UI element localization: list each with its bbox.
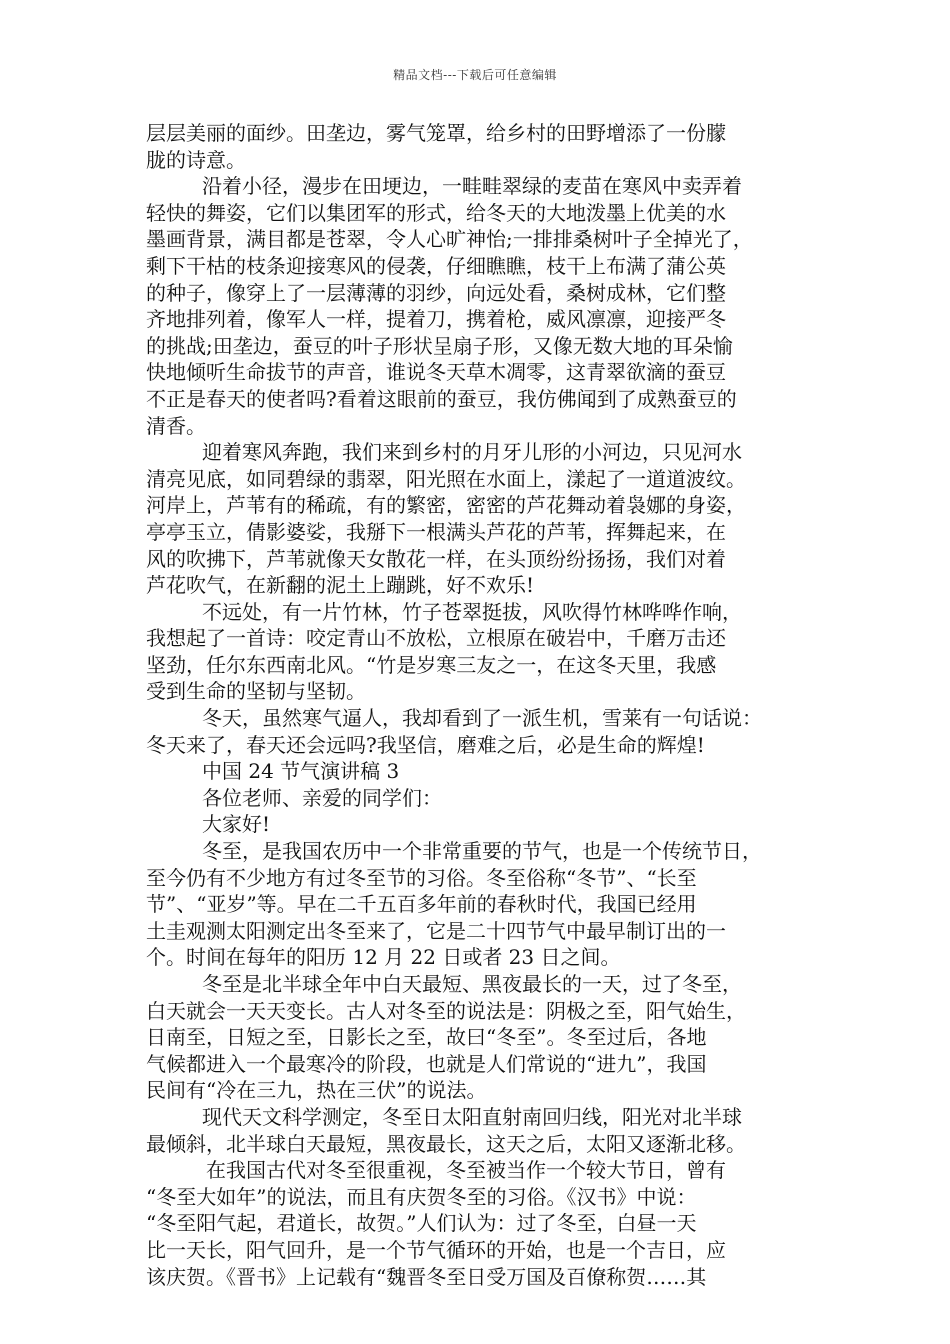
text-line: 墨画背景，满目都是苍翠，令人心旷神怡;一排排桑树叶子全掉光了， <box>146 227 753 252</box>
text-line: 轻快的舞姿，它们以集团军的形式，给冬天的大地泼墨上优美的水 <box>146 200 726 225</box>
text-line: 的挑战;田垄边，蚕豆的叶子形状呈扇子形，又像无数大地的耳朵愉 <box>146 333 733 358</box>
text-line: 胧的诗意。 <box>146 147 246 172</box>
text-line: 亭亭玉立，倩影婆娑，我掰下一根满头芦花的芦苇，挥舞起来，在 <box>146 519 726 544</box>
text-line: 冬至是北半球全年中白天最短、黑夜最长的一天，过了冬至， <box>202 972 742 996</box>
text-line: 民间有“冷在三九，热在三伏”的说法。 <box>146 1078 487 1103</box>
text-line: 的种子，像穿上了一层薄薄的羽纱，向远处看，桑树成林，它们整 <box>146 280 726 305</box>
text-line: 大家好! <box>202 812 271 837</box>
text-line: 个。时间在每年的阳历 12 月 22 日或者 23 日之间。 <box>146 945 621 970</box>
text-line: 比一天长，阳气回升，是一个节气循环的开始，也是一个吉日，应 <box>146 1237 726 1262</box>
text-line: 受到生命的坚韧与坚韧。 <box>146 679 366 704</box>
text-line: 清亮见底，如同碧绿的翡翠，阳光照在水面上，漾起了一道道波纹。 <box>146 466 746 491</box>
text-line: “冬至大如年”的说法，而且有庆贺冬至的习俗。《汉书》中说： <box>146 1184 697 1209</box>
text-line: 气候都进入一个最寒冷的阶段，也就是人们常说的“进九”，我国 <box>146 1051 707 1076</box>
text-line: 芦花吹气，在新翻的泥土上蹦跳，好不欢乐! <box>146 573 535 598</box>
text-line: 日南至，日短之至，日影长之至，故曰“冬至”。冬至过后，各地 <box>146 1025 707 1050</box>
text-line: 剩下干枯的枝条迎接寒风的侵袭，仔细瞧瞧，枝干上布满了蒲公英 <box>146 253 726 278</box>
text-line: “冬至阳气起，君道长，故贺。”人们认为：过了冬至，白昼一天 <box>146 1211 697 1236</box>
text-line: 不正是春天的使者吗?看着这眼前的蚕豆，我仿佛闻到了成熟蚕豆的 <box>146 386 737 411</box>
text-line: 冬至，是我国农历中一个非常重要的节气，也是一个传统节日， <box>202 839 762 864</box>
document-body <box>146 120 806 1290</box>
text-line: 清香。 <box>146 413 206 438</box>
text-line: 沿着小径，漫步在田埂边，一畦畦翠绿的麦苗在寒风中卖弄着 <box>202 174 742 199</box>
page-header: 精品文档---下载后可任意编辑 <box>393 68 557 82</box>
text-line: 在我国古代对冬至很重视，冬至被当作一个较大节日，曾有 <box>206 1158 726 1183</box>
text-line: 冬天来了，春天还会远吗?我坚信，磨难之后，必是生命的辉煌! <box>146 732 705 757</box>
text-line: 白天就会一天天变长。古人对冬至的说法是：阴极之至，阳气始生， <box>146 998 746 1023</box>
text-line: 土圭观测太阳测定出冬至来了，它是二十四节气中最早制订出的一 <box>146 918 726 943</box>
text-line: 各位老师、亲爱的同学们： <box>202 785 442 810</box>
text-line: 迎着寒风奔跑，我们来到乡村的月牙儿形的小河边，只见河水 <box>202 440 742 465</box>
text-line: 最倾斜，北半球白天最短，黑夜最长，这天之后，太阳又逐渐北移。 <box>146 1131 746 1156</box>
text-line: 现代天文科学测定，冬至日太阳直射南回归线，阳光对北半球 <box>202 1104 742 1129</box>
text-line: 至今仍有不少地方有过冬至节的习俗。冬至俗称“冬节”、“长至 <box>146 865 697 890</box>
text-line: 中国 24 节气演讲稿 3 <box>202 759 400 784</box>
text-line: 层层美丽的面纱。田垄边，雾气笼罩，给乡村的田野增添了一份朦 <box>146 121 726 145</box>
text-line: 该庆贺。《晋书》上记载有“魏晋冬至日受万国及百僚称贺……其 <box>146 1264 707 1289</box>
text-line: 冬天，虽然寒气逼人，我却看到了一派生机，雪莱有一句话说： <box>202 706 762 731</box>
text-line: 河岸上，芦苇有的稀疏，有的繁密，密密的芦花舞动着袅娜的身姿， <box>146 493 746 518</box>
text-line: 坚劲，任尔东西南北风。“竹是岁寒三友之一，在这冬天里，我感 <box>146 652 717 677</box>
text-line: 快地倾听生命拔节的声音，谁说冬天草木凋零，这青翠欲滴的蚕豆 <box>146 360 726 385</box>
text-line: 风的吹拂下，芦苇就像天女散花一样，在头顶纷纷扬扬，我们对着 <box>146 546 726 571</box>
text-line: 不远处，有一片竹林，竹子苍翠挺拔，风吹得竹林哗哗作响， <box>202 599 742 624</box>
text-line: 节”、“亚岁”等。早在二千五百多年前的春秋时代，我国已经用 <box>146 892 697 917</box>
text-line: 我想起了一首诗：咬定青山不放松，立根原在破岩中，千磨万击还 <box>146 626 726 651</box>
text-line: 齐地排列着，像军人一样，提着刀，携着枪，威风凛凛，迎接严冬 <box>146 307 726 332</box>
